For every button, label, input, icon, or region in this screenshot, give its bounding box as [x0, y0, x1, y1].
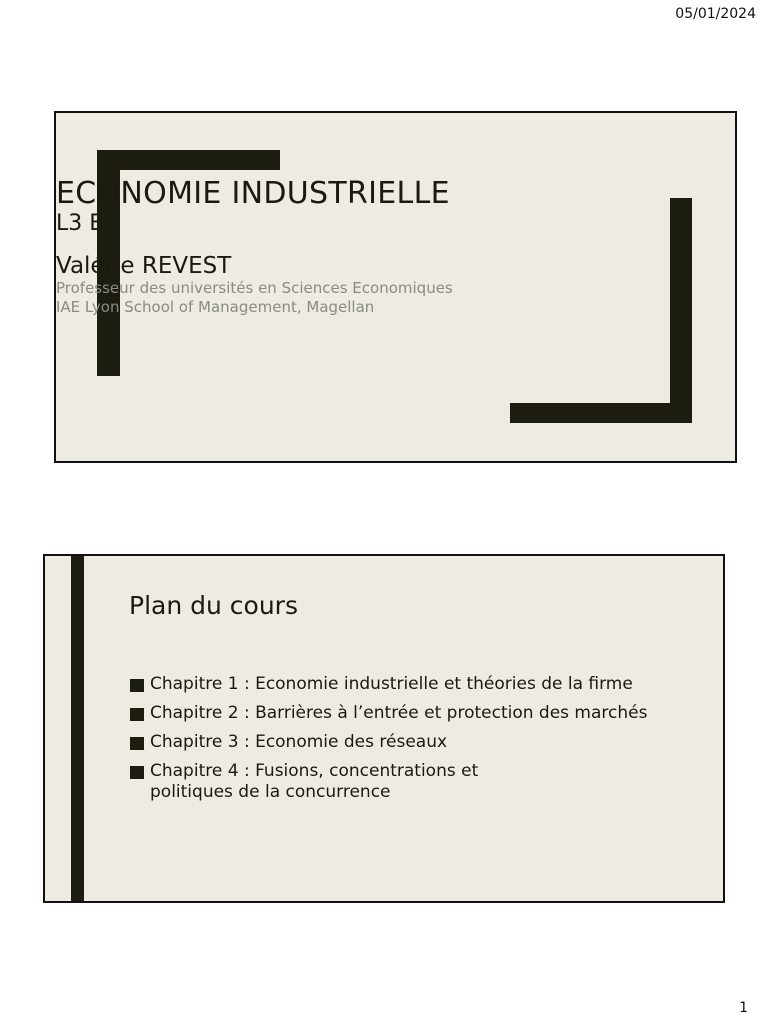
course-level: L3 EG: [56, 211, 121, 236]
title-block: [56, 177, 716, 317]
author-name: Valérie REVEST: [56, 253, 232, 279]
decor-bracket-bottom-horizontal: [510, 403, 692, 423]
square-bullet-icon: [130, 679, 144, 692]
chapter-list: [129, 674, 723, 811]
author-institution: IAE Lyon School of Management, Magellan: [56, 298, 375, 316]
chapter-text: Chapitre 3 : Economie des réseaux: [150, 732, 448, 752]
list-item: [129, 761, 560, 803]
square-bullet-icon: [130, 737, 144, 750]
slide-outline: [43, 554, 725, 903]
author-position: Professeur des universités en Sciences Economiques: [56, 279, 453, 297]
chapter-text: Chapitre 1 : Economie industrielle et théories de la firme: [150, 674, 633, 694]
list-item: [129, 674, 723, 695]
chapter-text: Chapitre 2 : Barrières à l’entrée et protection des marchés: [150, 703, 648, 723]
chapter-text: Chapitre 4 : Fusions, concentrations et politiques de la concurrence: [150, 761, 479, 802]
page-number: 1: [739, 1000, 748, 1016]
list-item: [129, 732, 723, 753]
outline-title: Plan du cours: [129, 591, 298, 620]
square-bullet-icon: [130, 708, 144, 721]
slide-title: [54, 111, 737, 463]
square-bullet-icon: [130, 766, 144, 779]
decor-left-bar: [71, 556, 84, 901]
print-date: 05/01/2024: [675, 6, 756, 22]
decor-bracket-top-horizontal: [97, 150, 280, 170]
course-title: ECONOMIE INDUSTRIELLE: [56, 176, 450, 211]
list-item: [129, 703, 723, 724]
